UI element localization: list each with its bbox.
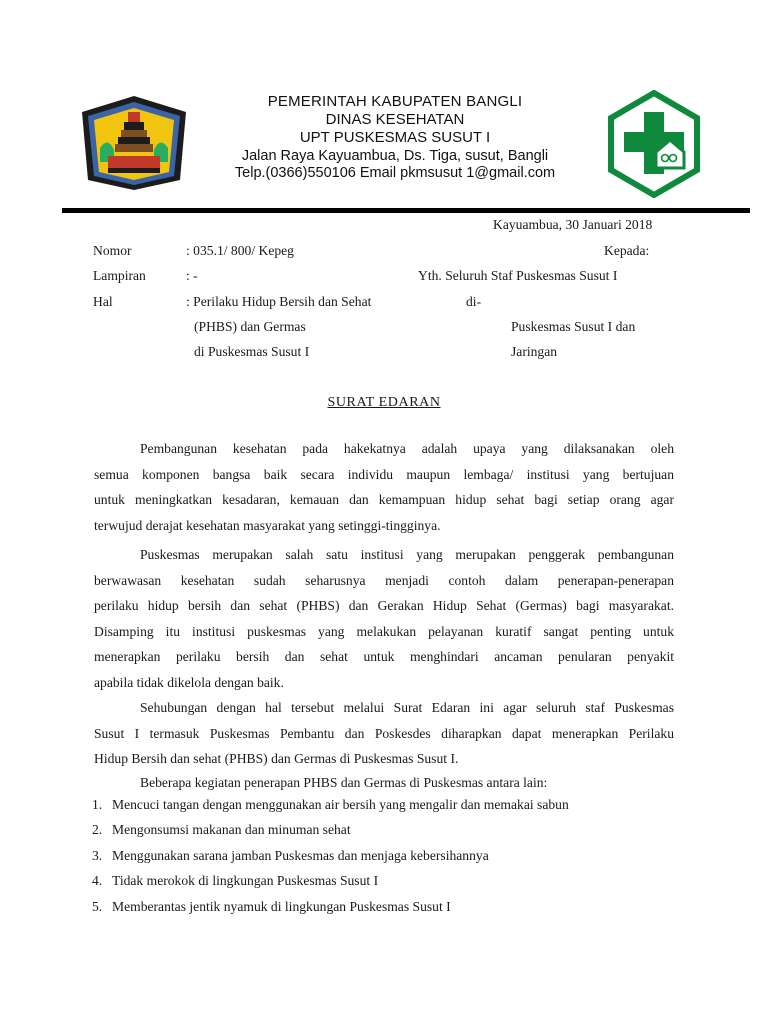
paragraph-line: berwawasan kesehatan sudah seharusnya menjadi contoh dalam penerapan-penerapan xyxy=(94,572,674,588)
paragraph-line: terwujud derajat kesehatan masyarakat yang setinggi-tingginya. xyxy=(94,517,441,533)
lampiran-value: : - xyxy=(186,268,198,283)
hal-value-line1: : Perilaku Hidup Bersih dan Sehat xyxy=(186,294,372,309)
lampiran-label: Lampiran xyxy=(93,268,146,283)
list-item: 5. Memberantas jentik nyamuk di lingkungan Puskesmas Susut I xyxy=(92,899,451,914)
paragraph-line: apabila tidak dikelola dengan baik. xyxy=(94,674,284,690)
letter-date: Kayuambua, 30 Januari 2018 xyxy=(493,217,653,232)
letterhead-unit: UPT PUSKESMAS SUSUT I xyxy=(299,129,491,146)
paragraph-line: Disamping itu institusi puskesmas yang melakukan pelayanan kuratif sangat penting untuk xyxy=(94,623,674,639)
list-item: 3. Menggunakan sarana jamban Puskesmas dan menjaga kebersihannya xyxy=(92,848,489,863)
paragraph-line: Beberapa kegiatan penerapan PHBS dan Germas di Puskesmas antara lain: xyxy=(140,775,548,790)
paragraph-line: Hidup Bersih dan sehat (PHBS) dan Germas di Puskesmas Susut I. xyxy=(94,751,459,766)
paragraph-line: Sehubungan dengan hal tersebut melalui Surat Edaran ini agar seluruh staf Puskesmas xyxy=(140,700,674,715)
letter-title: SURAT EDARAN xyxy=(327,395,441,410)
paragraph-line: untuk meningkatkan kesadaran, kemauan dan kemampuan hidup sehat bagi setiap orang agar xyxy=(94,492,674,507)
recipient-place-line2: Jaringan xyxy=(511,344,558,359)
recipient-yth: Yth. Seluruh Staf Puskesmas Susut I xyxy=(418,268,618,283)
recipient-di: di- xyxy=(466,294,482,309)
nomor-label: Nomor xyxy=(93,243,132,258)
hal-value-line3: di Puskesmas Susut I xyxy=(194,344,310,359)
recipient-place-line1: Puskesmas Susut I dan xyxy=(511,319,636,334)
paragraph-2 xyxy=(94,542,674,695)
letterhead-address: Jalan Raya Kayuambua, Ds. Tiga, susut, Bangli xyxy=(241,148,549,164)
paragraph-line: semua komponen bangsa baik secara individu maupun lembaga/ institusi yang bertujuan xyxy=(94,466,674,482)
paragraph-1 xyxy=(94,436,674,538)
letterhead-divider xyxy=(62,208,750,213)
nomor-value: : 035.1/ 800/ Kepeg xyxy=(186,243,294,258)
letterhead-government: PEMERINTAH KABUPATEN BANGLI xyxy=(267,93,523,110)
paragraph-line: perilaku hidup bersih dan sehat (PHBS) dan Gerakan Hidup Sehat (Germas) bagi masyarakat. xyxy=(94,598,674,613)
list-item: 1. Mencuci tangan dengan menggunakan air bersih yang mengalir dan memakai sabun xyxy=(92,797,569,812)
paragraph-3 xyxy=(94,695,674,772)
hal-value-line2: (PHBS) dan Germas xyxy=(194,319,306,334)
puskesmas-logo xyxy=(606,90,702,198)
list-item: 4. Tidak merokok di lingkungan Puskesmas Susut I xyxy=(92,873,379,888)
paragraph-4 xyxy=(94,770,674,796)
paragraph-line: Puskesmas merupakan salah satu institusi yang merupakan penggerak pembangunan xyxy=(140,547,674,562)
letterhead-department: DINAS KESEHATAN xyxy=(325,111,465,128)
recipient-kepada: Kepada: xyxy=(604,243,650,258)
paragraph-line: menerapkan perilaku bersih dan sehat untuk menghindari ancaman penularan penyakit xyxy=(94,649,674,664)
paragraph-line: Susut I termasuk Puskesmas Pembantu dan Poskesdes diharapkan dapat menerapkan Perilaku xyxy=(94,725,674,741)
paragraph-line: Pembangunan kesehatan pada hakekatnya adalah upaya yang dilaksanakan oleh xyxy=(140,441,674,456)
list-item: 2. Mengonsumsi makanan dan minuman sehat xyxy=(92,822,351,837)
letterhead-contact: Telp.(0366)550106 Email pkmsusut 1@gmail.com xyxy=(234,165,556,181)
hal-label: Hal xyxy=(93,294,113,309)
